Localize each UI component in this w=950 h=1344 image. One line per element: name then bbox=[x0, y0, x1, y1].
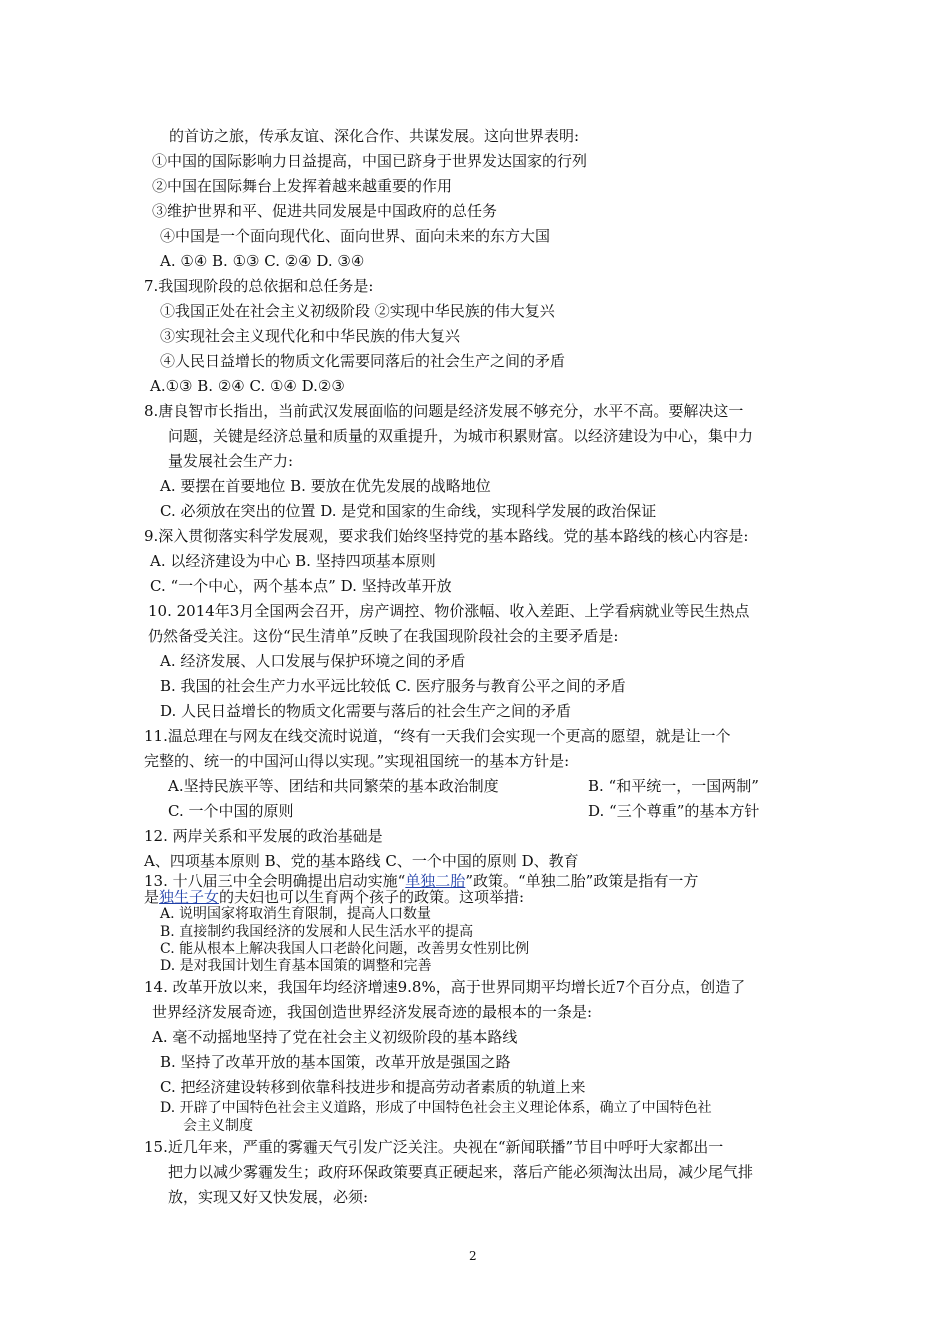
line-text-tail: 的夫妇也可以生育两个孩子的政策。这项举措: bbox=[219, 888, 525, 906]
line-text: 会主义制度 bbox=[183, 1118, 253, 1134]
hyperlink[interactable]: 独生子女 bbox=[159, 888, 220, 906]
text-line bbox=[150, 376, 345, 396]
line-text: ④人民日益增长的物质文化需要同落后的社会生产之间的矛盾 bbox=[160, 352, 566, 370]
line-text: C. 必须放在突出的位置 D. 是党和国家的生命线，实现科学发展的政治保证 bbox=[160, 502, 657, 520]
line-text: ④中国是一个面向现代化、面向世界、面向未来的东方大国 bbox=[160, 227, 551, 245]
line-text: A. 毫不动摇地坚持了党在社会主义初级阶段的基本路线 bbox=[152, 1028, 518, 1046]
text-line bbox=[152, 1002, 592, 1022]
line-text: D. “三个尊重”的基本方针 bbox=[588, 802, 760, 820]
line-text: A、四项基本原则 B、党的基本路线 C、一个中国的原则 D、教育 bbox=[144, 852, 579, 870]
line-text: A. 要摆在首要地位 B. 要放在优先发展的战略地位 bbox=[160, 477, 491, 495]
line-text: 问题，关键是经济总量和质量的双重提升，为城市积累财富。以经济建设为中心，集中力 bbox=[168, 427, 754, 445]
line-text: C. 一个中国的原则 bbox=[168, 802, 294, 820]
text-line bbox=[144, 276, 373, 296]
line-text: 量发展社会生产力: bbox=[168, 452, 294, 470]
page-number: 2 bbox=[469, 1249, 477, 1263]
text-line bbox=[160, 651, 465, 671]
text-line bbox=[148, 626, 618, 646]
line-text: A. ①④ B. ①③ C. ②④ D. ③④ bbox=[160, 252, 365, 270]
text-line bbox=[168, 1162, 753, 1182]
line-text: A. 经济发展、人口发展与保护环境之间的矛盾 bbox=[160, 652, 466, 670]
line-text: B. 直接制约我国经济的发展和人民生活水平的提高 bbox=[160, 924, 474, 940]
line-text: ③维护世界和平、促进共同发展是中国政府的总任务 bbox=[152, 202, 498, 220]
line-text: C. 把经济建设转移到依靠科技进步和提高劳动者素质的轨道上来 bbox=[160, 1078, 586, 1096]
text-line bbox=[144, 751, 569, 771]
line-text: 是 bbox=[144, 888, 160, 906]
line-text: 仍然备受关注。这份“民生清单”反映了在我国现阶段社会的主要矛盾是: bbox=[148, 627, 619, 645]
text-line bbox=[152, 201, 497, 221]
text-line bbox=[168, 776, 499, 796]
line-text: C. 能从根本上解决我国人口老龄化问题，改善男女性别比例 bbox=[160, 941, 530, 957]
text-line bbox=[144, 526, 748, 546]
text-line bbox=[169, 126, 579, 146]
line-text: A. 以经济建设为中心 B. 坚持四项基本原则 bbox=[150, 552, 436, 570]
text-line bbox=[160, 476, 491, 496]
line-text: A. 说明国家将取消生育限制，提高人口数量 bbox=[160, 906, 432, 922]
text-line bbox=[160, 958, 432, 974]
line-text: 9.深入贯彻落实科学发展观，要求我们始终坚持党的基本路线。党的基本路线的核心内容是: bbox=[144, 527, 749, 545]
text-line bbox=[160, 251, 364, 271]
text-line bbox=[144, 1137, 723, 1157]
line-text: 放，实现又好又快发展，必须: bbox=[168, 1188, 369, 1206]
line-text: 8.唐良智市长指出，当前武汉发展面临的问题是经济发展不够充分，水平不高。要解决这一 bbox=[144, 402, 744, 420]
text-line bbox=[160, 1077, 585, 1097]
text-line bbox=[144, 726, 731, 746]
line-text: 14. 改革开放以来，我国年均经济增速9.8%，高于世界同期平均增长近7个百分点，创造了 bbox=[144, 978, 746, 996]
line-text: 的首访之旅，传承友谊、深化合作、共谋发展。这向世界表明: bbox=[169, 127, 580, 145]
line-text: A.坚持民族平等、团结和共同繁荣的基本政治制度 bbox=[168, 777, 499, 795]
text-line bbox=[160, 351, 565, 371]
line-text: 15.近几年来，严重的雾霾天气引发广泛关注。央视在“新闻联播”节目中呼吁大家都出一 bbox=[144, 1138, 724, 1156]
line-text: 7.我国现阶段的总依据和总任务是: bbox=[144, 277, 374, 295]
text-line bbox=[148, 601, 749, 621]
text-line bbox=[588, 776, 759, 796]
line-text: B. 坚持了改革开放的基本国策，改革开放是强国之路 bbox=[160, 1053, 511, 1071]
text-line bbox=[160, 676, 626, 696]
text-line bbox=[144, 887, 524, 907]
line-text: C. “一个中心，两个基本点” D. 坚持改革开放 bbox=[150, 577, 452, 595]
line-text: B. 我国的社会生产力水平远比较低 C. 医疗服务与教育公平之间的矛盾 bbox=[160, 677, 626, 695]
line-text: ①我国正处在社会主义初级阶段 ②实现中华民族的伟大复兴 bbox=[160, 302, 555, 320]
text-line bbox=[160, 924, 473, 940]
line-text: B. “和平统一，一国两制” bbox=[588, 777, 759, 795]
line-text: D. 开辟了中国特色社会主义道路，形成了中国特色社会主义理论体系，确立了中国特色社 bbox=[160, 1100, 712, 1116]
text-line bbox=[168, 1187, 368, 1207]
line-text: 世界经济发展奇迹，我国创造世界经济发展奇迹的最根本的一条是: bbox=[152, 1003, 593, 1021]
text-line bbox=[160, 326, 460, 346]
text-line bbox=[168, 426, 753, 446]
line-text: 11.温总理在与网友在线交流时说道，“终有一天我们会实现一个更高的愿望，就是让一个 bbox=[144, 727, 731, 745]
text-line bbox=[160, 1100, 712, 1116]
line-text: D. 是对我国计划生育基本国策的调整和完善 bbox=[160, 958, 432, 974]
text-line bbox=[168, 801, 293, 821]
text-line bbox=[144, 851, 579, 871]
line-text: ③实现社会主义现代化和中华民族的伟大复兴 bbox=[160, 327, 461, 345]
text-line bbox=[183, 1118, 253, 1134]
text-line bbox=[152, 176, 452, 196]
line-text: 13. 十八届三中全会明确提出启动实施“ bbox=[144, 872, 406, 890]
text-line bbox=[160, 226, 550, 246]
line-text: 12. 两岸关系和平发展的政治基础是 bbox=[144, 827, 383, 845]
line-text: 10. 2014年3月全国两会召开，房产调控、物价涨幅、收入差距、上学看病就业等民生热点 bbox=[148, 602, 750, 620]
text-line bbox=[144, 401, 743, 421]
text-line bbox=[150, 551, 436, 571]
text-line bbox=[588, 801, 759, 821]
text-line bbox=[160, 301, 555, 321]
line-text: ②中国在国际舞台上发挥着越来越重要的作用 bbox=[152, 177, 453, 195]
line-text: D. 人民日益增长的物质文化需要与落后的社会生产之间的矛盾 bbox=[160, 702, 572, 720]
line-text: 把力以减少雾霾发生；政府环保政策要真正硬起来，落后产能必须淘汰出局，减少尾气排 bbox=[168, 1163, 754, 1181]
text-line bbox=[152, 151, 587, 171]
text-line bbox=[150, 576, 452, 596]
line-text-tail: ”政策。“单独二胎”政策是指有一方 bbox=[465, 872, 699, 890]
text-line bbox=[160, 906, 431, 922]
line-text: 完整的、统一的中国河山得以实现。”实现祖国统一的基本方针是: bbox=[144, 752, 570, 770]
text-line bbox=[168, 451, 293, 471]
text-line bbox=[152, 1027, 517, 1047]
text-line bbox=[160, 701, 571, 721]
text-line bbox=[144, 977, 745, 997]
text-line bbox=[160, 941, 529, 957]
line-text: A.①③ B. ②④ C. ①④ D.②③ bbox=[150, 377, 345, 395]
text-line bbox=[160, 501, 656, 521]
line-text: ①中国的国际影响力日益提高，中国已跻身于世界发达国家的行列 bbox=[152, 152, 588, 170]
text-line bbox=[144, 826, 383, 846]
text-line bbox=[160, 1052, 511, 1072]
hyperlink[interactable]: 单独二胎 bbox=[405, 872, 466, 890]
